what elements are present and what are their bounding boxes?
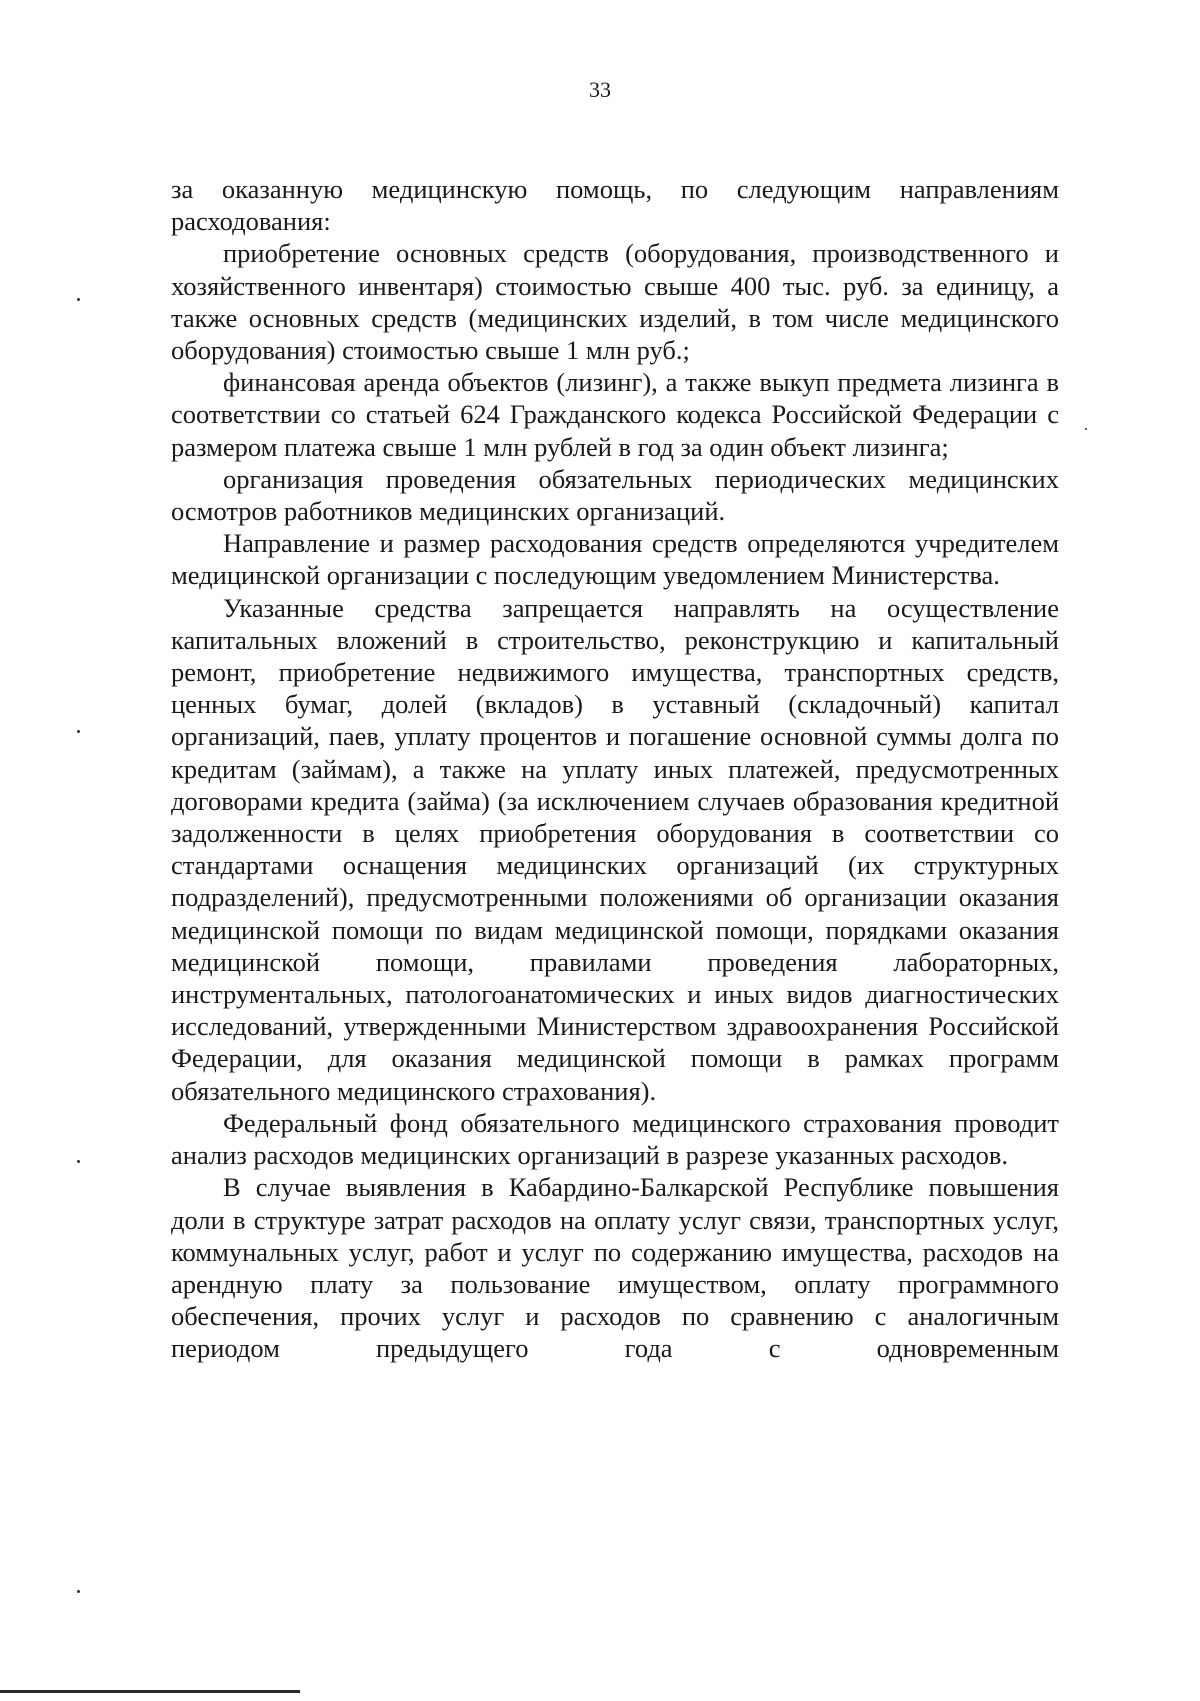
paragraph-increase-detection: В случае выявления в Кабардино-Балкарской Республике повышения доли в структуре затрат расходов на оплату услуг связи, транспортных услуг, коммунальных услуг, работ и услуг по содержанию имущества, расходов на арендную плату за пользование имуществом, оплату программного обеспечения, прочих услуг и расходов по сравнению с аналогичным периодом предыдущего года с одновременным	[171, 1172, 1059, 1364]
scan-edge-line	[0, 1690, 300, 1693]
scan-speck	[1085, 428, 1087, 430]
paragraph-continuation: за оказанную медицинскую помощь, по следующим направлениям расходования:	[171, 174, 1059, 237]
paragraph-fixed-assets: приобретение основных средств (оборудования, производственного и хозяйственного инвентаря) стоимостью свыше 400 тыс. руб. за единицу, а также основных средств (медицинских изделий, в том числе медицинского оборудования) стоимостью свыше 1 млн руб.;	[171, 238, 1059, 366]
scan-speck	[77, 298, 80, 301]
paragraph-ffoms-analysis: Федеральный фонд обязательного медицинского страхования проводит анализ расходов медицинских организаций в разрезе указанных расходов.	[171, 1107, 1059, 1171]
paragraph-medical-examinations: организация проведения обязательных периодических медицинских осмотров работников медицинских организаций.	[171, 463, 1059, 527]
scan-speck	[77, 730, 80, 733]
paragraph-direction-of-spending: Направление и размер расходования средств определяются учредителем медицинской организации с последующим уведомлением Министерства.	[171, 528, 1059, 591]
paragraph-prohibited-spending: Указанные средства запрещается направлять на осуществление капитальных вложений в строительство, реконструкцию и капитальный ремонт, приобретение недвижимого имущества, транспортных средств, ценных бумаг, долей (вкладов) в уставный (складочный) капитал организаций, паев, уплату процентов и погашение основной суммы долга по кредитам (займам), а также на уплату иных платежей, предусмотренных договорами кредита (займа) (за исключением случаев образования кредитной задолженности в целях приобретения оборудования в соответствии со стандартами оснащения медицинских организаций (их структурных подразделений), предусмотренными положениями об организации оказания медицинской помощи по видам медицинской помощи, порядками оказания медицинской помощи, правилами проведения лабораторных, инструментальных, патологоанатомических и иных видов диагностических исследований, утвержденными Министерством здравоохранения Российской Федерации, для оказания медицинской помощи в рамках программ обязательного медицинского страхования).	[171, 592, 1059, 1106]
document-body	[171, 173, 1059, 1365]
paragraph-leasing: финансовая аренда объектов (лизинг), а также выкуп предмета лизинга в соответствии со статьей 624 Гражданского кодекса Российской Федерации с размером платежа свыше 1 млн рублей в год за один объект лизинга;	[171, 367, 1059, 462]
scan-speck	[77, 1160, 80, 1163]
scan-speck	[77, 1590, 80, 1593]
page-number: 33	[589, 77, 611, 102]
